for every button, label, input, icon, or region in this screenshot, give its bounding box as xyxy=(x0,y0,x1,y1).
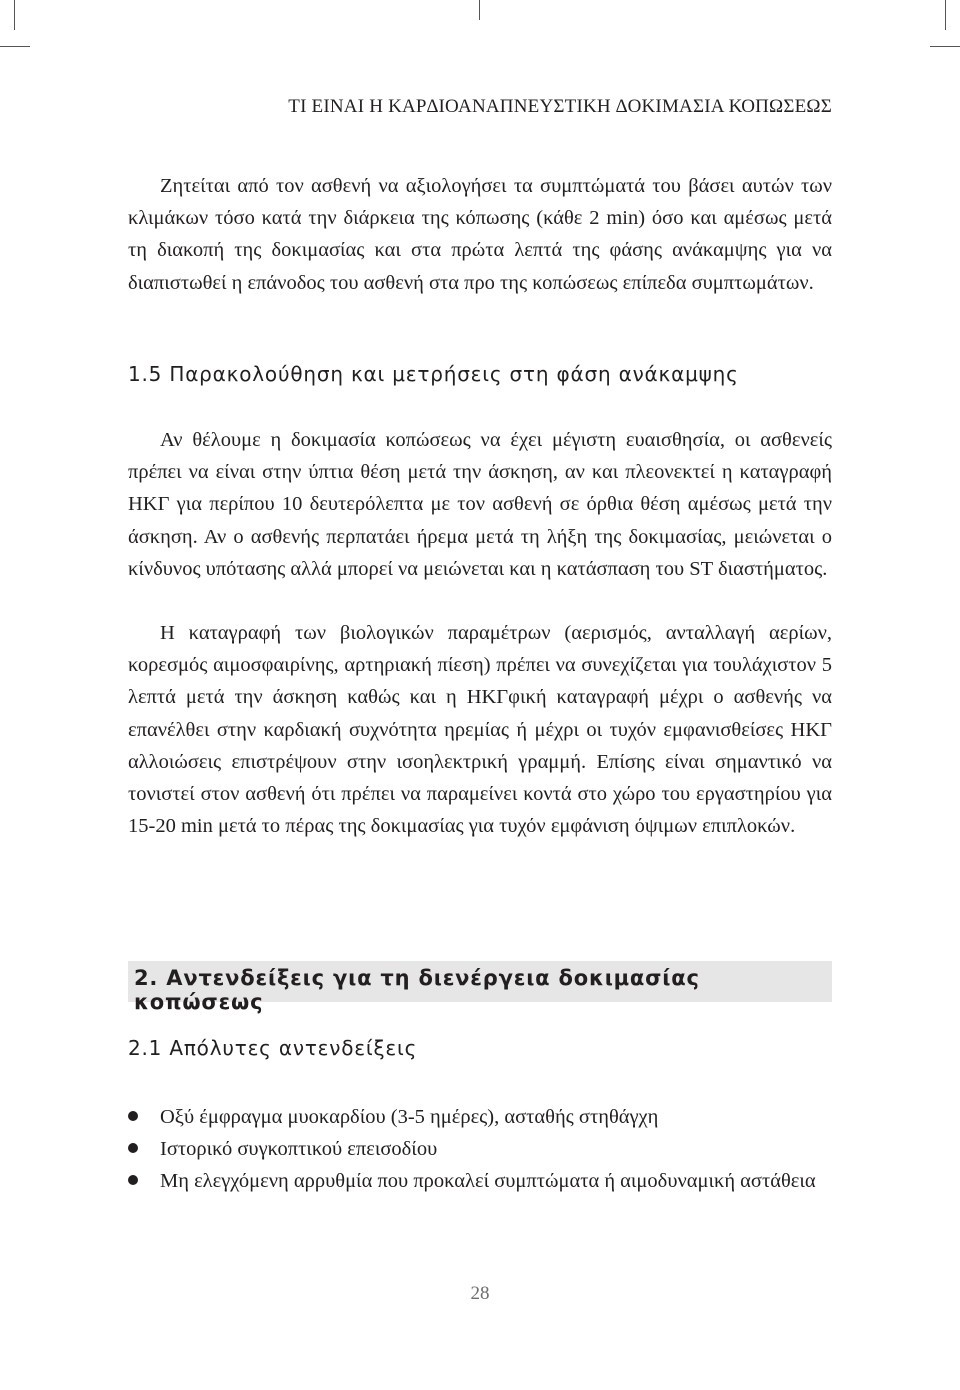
list-item xyxy=(128,1165,832,1197)
list-item xyxy=(128,1133,832,1165)
crop-mark-top-center xyxy=(479,0,480,20)
subsection-1-5-paragraph-1: Αν θέλουμε η δοκιμασία κοπώσεως να έχει μέγιστη ευαισθησία, οι ασθενείς πρέπει να είναι στην ύπτια θέση μετά την άσκηση, αν και πλεονεκτεί η καταγραφή ΗΚΓ για περίπου 10 δευτερόλεπτα με τον ασθενή σε όρθια θέση αμέσως μετά την άσκηση. Αν ο ασθενής περπατάει ήρεμα μετά τη λήξη της δοκιμασίας, μειώνεται ο κίνδυνος υπότασης αλλά μπορεί να μειώνεται και η κατάσπαση του ST διαστήματος. xyxy=(128,429,832,580)
intro-paragraph: Ζητείται από τον ασθενή να αξιολογήσει τα συμπτώματά του βάσει αυτών των κλιμάκων τόσο κατά την διάρκεια της κόπωσης (κάθε 2 min) όσο και αμέσως μετά τη διακοπή της δοκιμασίας και στα πρώτα λεπτά της φάσης ανάκαμψης για να διαπιστωθεί η επάνοδος του ασθενή στα προ της κοπώσεως επίπεδα συμπτωμάτων. xyxy=(128,175,832,294)
list-item-text: Οξύ έμφραγμα μυοκαρδίου (3-5 ημέρες), ασταθής στηθάγχη xyxy=(160,1106,659,1128)
section-2-banner xyxy=(128,961,832,1014)
section-2-heading: 2. Αντενδείξεις για τη διενέργεια δοκιμασίας κοπώσεως xyxy=(134,966,700,1014)
page-number: 28 xyxy=(470,1283,490,1304)
bullet-icon xyxy=(128,1111,138,1121)
running-head: ΤΙ ΕΙΝΑΙ Η ΚΑΡ∆ΙΟΑΝΑΠΝΕΥΣΤΙΚΗ ∆ΟΚΙΜΑΣΙΑ ΚΟΠΩΣΕΩΣ xyxy=(288,96,832,117)
crop-mark-top-left-h xyxy=(0,46,30,47)
crop-mark-top-right xyxy=(945,0,946,30)
bullet-icon xyxy=(128,1143,138,1153)
crop-mark-top-left xyxy=(14,0,15,30)
list-item-text: Μη ελεγχόμενη αρρυθμία που προκαλεί συμπτώματα ή αιμοδυναμική αστάθεια xyxy=(160,1170,816,1192)
list-item-text: Ιστορικό συγκοπτικού επεισοδίου xyxy=(160,1138,438,1160)
bullet-icon xyxy=(128,1175,138,1185)
subsection-1-5-heading: 1.5 Παρακολούθηση και μετρήσεις στη φάση ανάκαμψης xyxy=(128,362,739,386)
list-item xyxy=(128,1101,832,1133)
subsection-1-5-paragraph-2: Η καταγραφή των βιολογικών παραμέτρων (αερισμός, ανταλλαγή αερίων, κορεσμός αιμοσφαιρίνης, αρτηριακή πίεση) πρέπει να συνεχίζεται για τουλάχιστον 5 λεπτά μετά την άσκηση καθώς και η ΗΚΓφική καταγραφή μέχρι ο ασθενής να επανέλθει στην καρδιακή συχνότητα ηρεμίας ή μέχρι οι τυχόν εμφανισθείσες ΗΚΓ αλλοιώσεις επιστρέψουν στην ισοηλεκτρική γραμμή. Επίσης είναι σημαντικό να τονιστεί στον ασθενή ότι πρέπει να παραμείνει κοντά στο χώρο του εργαστηρίου για 15-20 min μετά το πέρας της δοκιμασίας για τυχόν εμφάνιση όψιμων επιπλοκών. xyxy=(128,622,832,838)
contraindications-list xyxy=(128,1101,832,1197)
crop-mark-top-right-h xyxy=(930,46,960,47)
subsection-2-1-heading: 2.1 Απόλυτες αντενδείξεις xyxy=(128,1036,418,1060)
